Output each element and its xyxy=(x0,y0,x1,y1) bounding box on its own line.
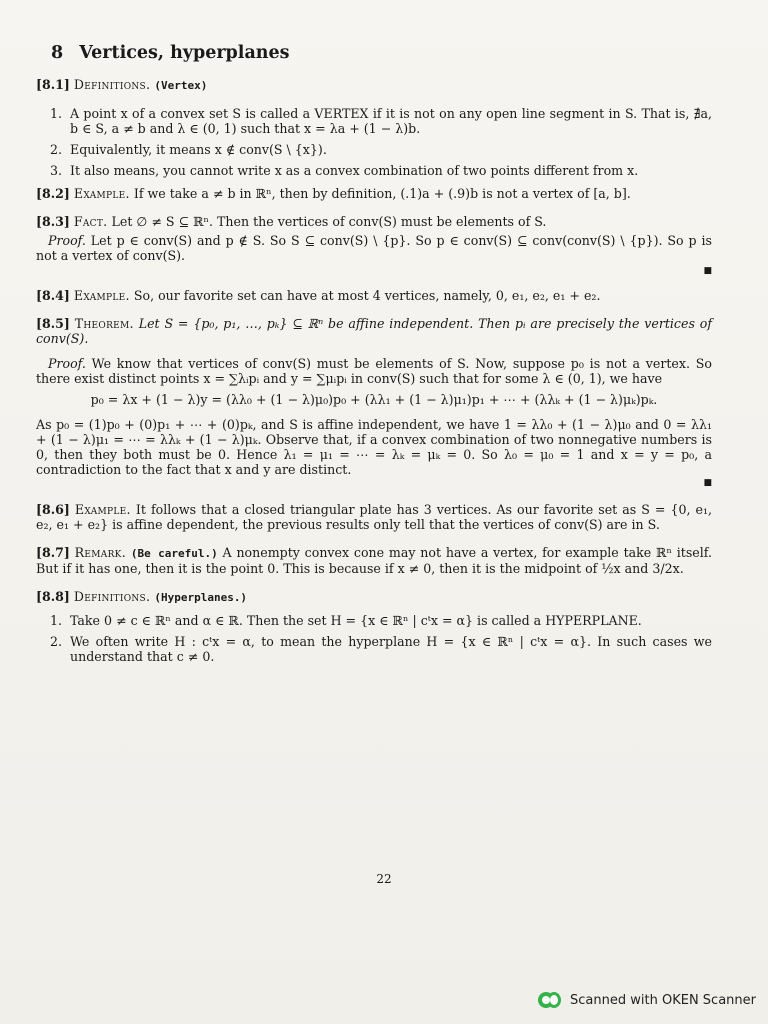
item-head: Fact. xyxy=(73,214,108,229)
item-head: Theorem. xyxy=(74,316,134,331)
page-number: 22 xyxy=(376,872,392,886)
section-number: 8 xyxy=(51,43,64,63)
scanner-watermark xyxy=(538,990,756,1010)
vertex-definition-list xyxy=(36,106,712,178)
item-head: Example. xyxy=(74,502,131,517)
item-head: Remark. xyxy=(74,545,127,560)
oken-logo-icon xyxy=(538,990,562,1010)
item-subtitle: (Vertex) xyxy=(154,79,208,92)
example-8-6 xyxy=(36,502,712,532)
definition-8-1 xyxy=(36,77,712,93)
list-item: 3. It also means, you cannot write x as a convex combination of two points different from x. xyxy=(66,163,712,178)
item-tag: [8.2] xyxy=(36,186,70,201)
hyperplane-definition-list xyxy=(36,613,712,664)
section-title: Vertices, hyperplanes xyxy=(79,43,290,63)
item-text: Let ∅ ≠ S ⊆ ℝⁿ. Then the vertices of conv(S) must be elements of S. xyxy=(111,214,547,229)
item-tag: [8.8] xyxy=(36,589,70,604)
item-tag: [8.6] xyxy=(36,502,70,517)
item-subtitle: (Be careful.) xyxy=(130,547,218,560)
list-item: 2. We often write H : cᵗx = α, to mean the hyperplane H = {x ∈ ℝⁿ | cᵗx = α}. In such cases we understand that c ≠ 0. xyxy=(66,634,712,664)
item-tag: [8.3] xyxy=(36,214,70,229)
remark-8-7 xyxy=(36,545,712,576)
example-8-2 xyxy=(36,186,712,201)
item-text: Let S = {p₀, p₁, …, pₖ} ⊆ ℝⁿ be affine independent. Then pᵢ are precisely the vertices of conv(S). xyxy=(36,316,712,346)
proof-text: Let p ∈ conv(S) and p ∉ S. So S ⊆ conv(S) \ {p}. So p ∈ conv(S) ⊆ conv(conv(S) \ {p}). So p is not a vertex of conv(S). xyxy=(36,233,712,263)
item-tag: [8.4] xyxy=(36,288,70,303)
page-content xyxy=(36,43,712,672)
watermark-text: Scanned with OKEN Scanner xyxy=(570,992,756,1008)
list-item: 2. Equivalently, it means x ∉ conv(S \ {x}). xyxy=(66,142,712,157)
proof-8-3 xyxy=(36,233,712,263)
example-8-4 xyxy=(36,288,712,303)
section-heading xyxy=(51,43,712,63)
proof-label: Proof. xyxy=(48,356,86,371)
item-text: It follows that a closed triangular plate has 3 vertices. As our favorite set as S = {0, e₁, e₂, e₁ + e₂} is affine dependent, the previous results only tell that the vertices of conv(S) are in S. xyxy=(36,502,712,532)
list-item: 1. Take 0 ≠ c ∈ ℝⁿ and α ∈ ℝ. Then the set H = {x ∈ ℝⁿ | cᵗx = α} is called a HYPERPLANE. xyxy=(66,613,712,628)
theorem-8-5 xyxy=(36,316,712,346)
proof-label: Proof. xyxy=(48,233,86,248)
item-tag: [8.1] xyxy=(36,77,70,92)
display-equation: p₀ = λx + (1 − λ)y = (λλ₀ + (1 − λ)μ₀)p₀ + (λλ₁ + (1 − λ)μ₁)p₁ + ⋯ + (λλₖ + (1 − λ)μₖ)pₖ. xyxy=(90,392,658,407)
qed-mark: ■ xyxy=(703,478,712,488)
item-text: A nonempty convex cone may not have a vertex, for example take ℝⁿ itself. But if it has one, then it is the point 0. This is because if x ≠ 0, then it is the midpoint of ½x and 3/2x. xyxy=(36,545,712,576)
proof-8-5-part2 xyxy=(36,417,712,477)
item-head: Example. xyxy=(73,186,130,201)
qed-mark: ■ xyxy=(703,266,712,276)
list-item: 1. A point x of a convex set S is called a VERTEX if it is not on any open line segment in S. That is, ∄a, b ∈ S, a ≠ b and λ ∈ (0, 1) such that x = λa + (1 − λ)b. xyxy=(66,106,712,136)
item-head: Example. xyxy=(73,288,130,303)
definition-8-8 xyxy=(36,589,712,605)
item-text: So, our favorite set can have at most 4 vertices, namely, 0, e₁, e₂, e₁ + e₂. xyxy=(133,288,601,303)
item-tag: [8.7] xyxy=(36,545,70,560)
item-tag: [8.5] xyxy=(36,316,70,331)
proof-text: We know that vertices of conv(S) must be elements of S. Now, suppose p₀ is not a vertex. So there exist distinct points x = ∑λᵢpᵢ and y = ∑μᵢpᵢ in conv(S) such that for some λ ∈ (0, 1), we have xyxy=(36,356,712,386)
item-head: Definitions. xyxy=(73,589,151,604)
item-text: If we take a ≠ b in ℝⁿ, then by definition, (.1)a + (.9)b is not a vertex of [a, b]. xyxy=(133,186,631,201)
proof-8-5-part1 xyxy=(36,356,712,386)
proof-text: As p₀ = (1)p₀ + (0)p₁ + ⋯ + (0)pₖ, and S is affine independent, we have 1 = λλ₀ + (1 − λ)μ₀ and 0 = λλ₁ + (1 − λ)μ₁ = ⋯ = λλₖ + (1 − λ)μₖ. Observe that, if a convex combination of two nonnegative numbers is 0, then they both must be 0. Hence λ₁ = μ₁ = ⋯ = λₖ = μₖ = 0. So λ₀ = μ₀ = 1 and x = y = p₀, a contradiction to the fact that x and y are distinct. xyxy=(36,417,712,477)
fact-8-3 xyxy=(36,214,712,229)
item-subtitle: (Hyperplanes.) xyxy=(154,591,248,604)
item-head: Definitions. xyxy=(73,77,151,92)
